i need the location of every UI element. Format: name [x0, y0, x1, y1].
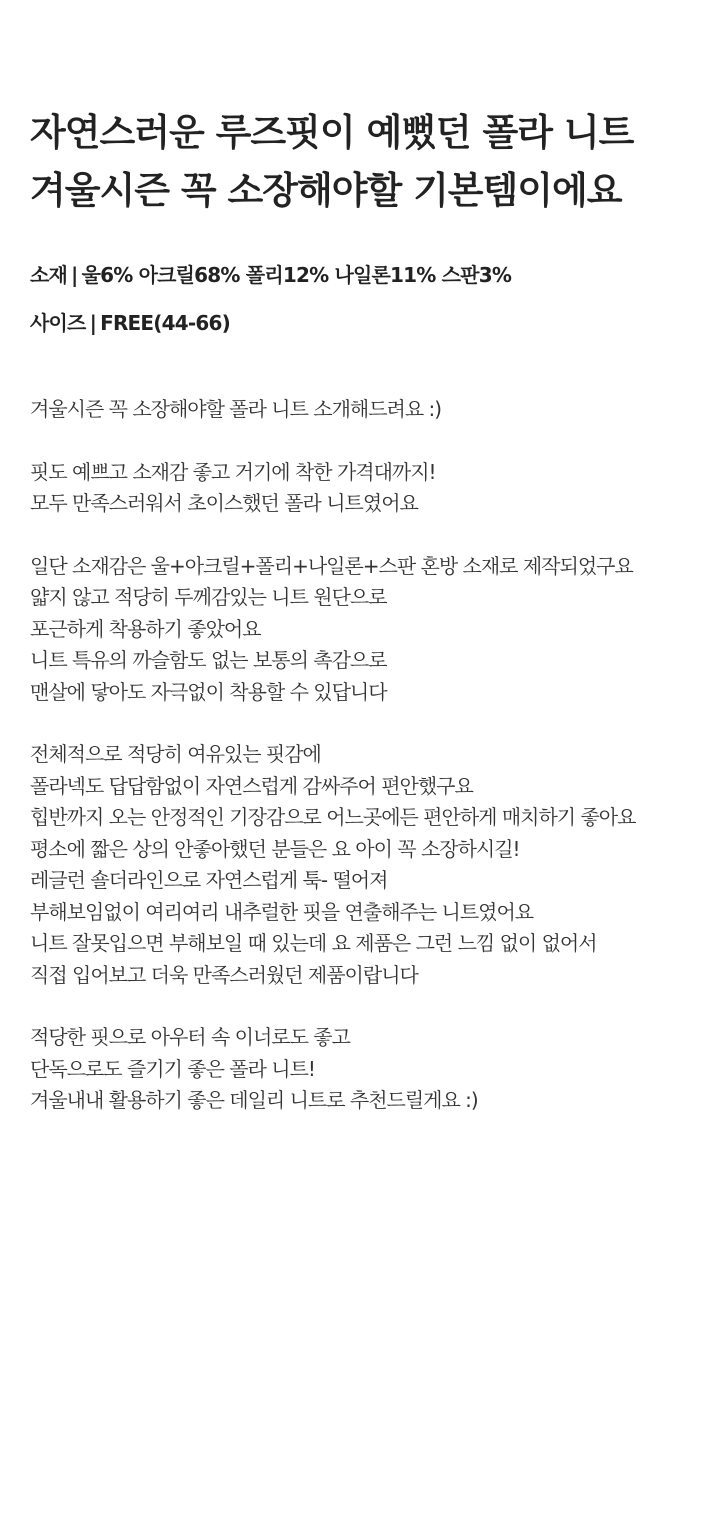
- text-line: 포근하게 착용하기 좋았어요: [30, 616, 261, 641]
- size-value: FREE(44-66): [100, 311, 230, 335]
- text-line: 힙반까지 오는 안정적인 기장감으로 어느곳에든 편안하게 매치하기 좋아요: [30, 805, 636, 829]
- text-line: 얇지 않고 적당히 두께감있는 니트 원단으로: [30, 585, 387, 609]
- paragraph-material: [30, 551, 690, 709]
- text-line: 레글런 숄더라인으로 자연스럽게 툭- 떨어져: [30, 868, 388, 892]
- text-line: 맨살에 닿아도 자극없이 착용할 수 있답니다: [30, 679, 387, 704]
- paragraph-summary: [30, 457, 690, 520]
- text-line: 전체적으로 적당히 여유있는 핏감에: [30, 742, 321, 766]
- headline-line-2: 겨울시즌 꼭 소장해야할 기본템이에요: [30, 169, 622, 212]
- text-line: 니트 특유의 까슬함도 없는 보통의 촉감으로: [30, 648, 387, 672]
- text-line: 모두 만족스러워서 초이스했던 폴라 니트였어요: [30, 491, 418, 515]
- headline-line-1: 자연스러운 루즈핏이 예뻤던 폴라 니트: [30, 111, 634, 154]
- size-label: 사이즈: [30, 311, 86, 335]
- text-line: 니트 잘못입으면 부해보일 때 있는데 요 제품은 그런 느낌 없이 없어서: [30, 931, 597, 955]
- paragraph-recommendation: [30, 1022, 690, 1117]
- description-body: [30, 394, 690, 1117]
- paragraph-fit: [30, 739, 690, 991]
- text-line: 일단 소재감은 울+아크릴+폴리+나일론+스판 혼방 소재로 제작되었구요: [30, 553, 633, 578]
- spec-separator: |: [71, 263, 78, 287]
- material-label: 소재: [30, 263, 68, 287]
- text-line: 평소에 짧은 상의 안좋아했던 분들은 요 아이 꼭 소장하시길!: [30, 836, 520, 861]
- text-line: 단독으로도 즐기기 좋은 폴라 니트!: [30, 1056, 315, 1081]
- text-line: 적당한 핏으로 아우터 속 이너로도 좋고: [30, 1025, 350, 1049]
- text-line: 부해보임없이 여리여리 내추럴한 핏을 연출해주는 니트였어요: [30, 899, 534, 924]
- size-spec: [30, 299, 690, 347]
- text-line: 폴라넥도 답답함없이 자연스럽게 감싸주어 편안했구요: [30, 773, 473, 798]
- text-line: 직접 입어보고 더욱 만족스러웠던 제품이랍니다: [30, 962, 418, 987]
- text-line: 겨울시즌 꼭 소장해야할 폴라 니트 소개해드려요 :): [30, 397, 442, 421]
- material-spec: [30, 251, 690, 299]
- headline: [30, 104, 690, 220]
- material-value: 울6% 아크릴68% 폴리12% 나일론11% 스판3%: [81, 263, 512, 287]
- spec-separator: |: [89, 311, 97, 335]
- text-line: 핏도 예쁘고 소재감 좋고 거기에 착한 가격대까지!: [30, 459, 436, 484]
- product-specs: [30, 251, 690, 347]
- paragraph-intro: [30, 394, 690, 426]
- text-line: 겨울내내 활용하기 좋은 데일리 니트로 추천드릴게요 :): [30, 1088, 478, 1112]
